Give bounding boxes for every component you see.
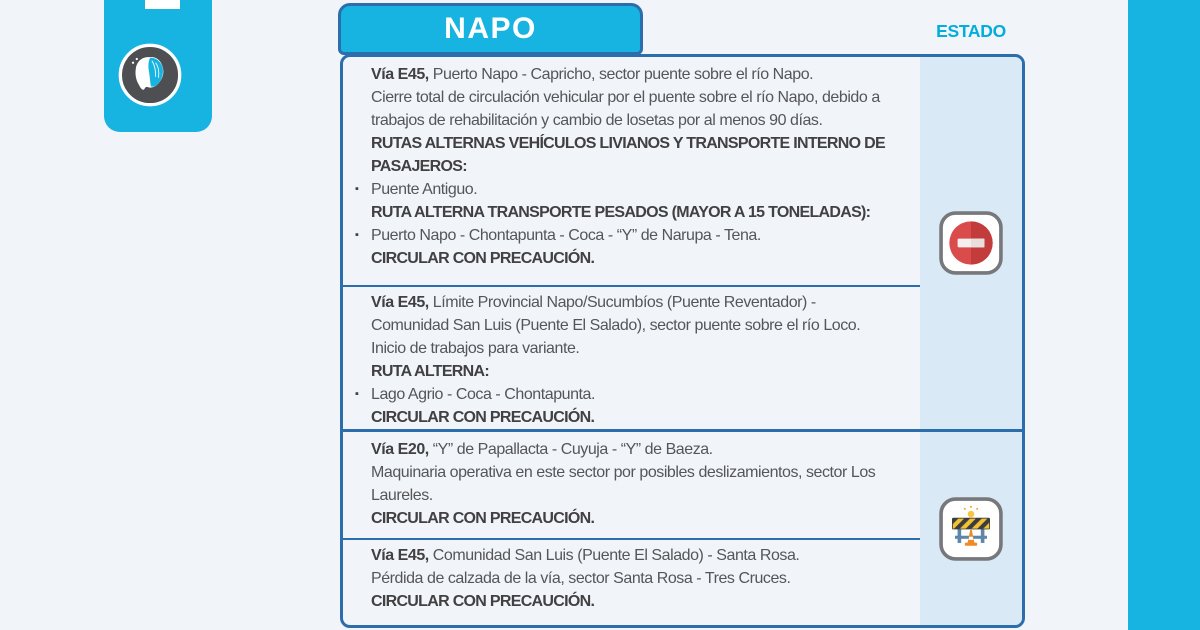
row-text-line: Inicio de trabajos para variante.	[371, 340, 580, 357]
row-text-line: Laureles.	[371, 487, 433, 504]
row-bullet-line: ▪ Puente Antiguo.	[371, 178, 912, 201]
road-status-row	[343, 57, 920, 285]
row-text-line	[371, 438, 912, 461]
row-emphasis-line: CIRCULAR CON PRECAUCIÓN.	[371, 593, 595, 610]
row-emphasis-line: RUTAS ALTERNAS VEHÍCULOS LIVIANOS Y TRANSPORTE INTERNO DE	[371, 135, 885, 152]
row-emphasis-line: PASAJEROS:	[371, 158, 467, 175]
road-description: Comunidad San Luis (Puente El Salado) - Santa Rosa.	[428, 547, 800, 564]
table-group	[343, 429, 1022, 625]
row-text-line	[371, 63, 912, 86]
construction-barrier-icon	[939, 497, 1003, 561]
table-group	[343, 57, 1022, 429]
brand-logo-fragment	[145, 0, 180, 9]
row-text-line	[371, 291, 912, 314]
road-status-row	[343, 285, 920, 429]
description-rows	[343, 432, 920, 625]
road-description: Límite Provincial Napo/Sucumbíos (Puente Reventador) -	[428, 294, 816, 311]
road-status-row	[343, 432, 920, 538]
row-text-line: trabajos de rehabilitación y cambio de losetas por al menos 90 días.	[371, 112, 823, 129]
right-cyan-band	[1128, 0, 1200, 630]
row-text-line: Cierre total de circulación vehicular por el puente sobre el río Napo, debido a	[371, 89, 880, 106]
road-status-table	[340, 54, 1025, 628]
row-text-line: Comunidad San Luis (Puente El Salado), sector puente sobre el río Loco.	[371, 317, 861, 334]
road-code-label: Vía E45,	[371, 294, 429, 311]
estado-column-header: ESTADO	[936, 21, 1006, 41]
status-cell	[920, 57, 1022, 429]
road-code-label: Vía E20,	[371, 441, 429, 458]
brand-card	[104, 0, 212, 132]
road-status-row	[343, 538, 920, 625]
province-tab	[338, 3, 643, 55]
row-bullet-line: ▪ Puerto Napo - Chontapunta - Coca - “Y” de Narupa - Tena.	[371, 224, 912, 247]
road-code-label: Vía E45,	[371, 547, 429, 564]
road-description: “Y” de Papallacta - Cuyuja - “Y” de Baeza.	[428, 441, 713, 458]
row-text-line: Maquinaria operativa en este sector por posibles deslizamientos, sector Los	[371, 464, 876, 481]
row-text-line: Pérdida de calzada de la vía, sector Santa Rosa - Tres Cruces.	[371, 570, 791, 587]
status-cell	[920, 432, 1022, 625]
road-code-label: Vía E45,	[371, 66, 429, 83]
province-tab-label: NAPO	[444, 12, 537, 45]
row-emphasis-line: CIRCULAR CON PRECAUCIÓN.	[371, 250, 595, 267]
row-emphasis-line: RUTA ALTERNA:	[371, 363, 489, 380]
row-emphasis-line: CIRCULAR CON PRECAUCIÓN.	[371, 409, 595, 426]
ecuador-map-logo	[117, 42, 183, 108]
road-description: Puerto Napo - Capricho, sector puente sobre el río Napo.	[428, 66, 814, 83]
no-entry-icon	[939, 211, 1003, 275]
row-text-line	[371, 544, 912, 567]
row-emphasis-line: RUTA ALTERNA TRANSPORTE PESADOS (MAYOR A 15 TONELADAS):	[371, 204, 871, 221]
row-bullet-line: ▪ Lago Agrio - Coca - Chontapunta.	[371, 383, 912, 406]
row-emphasis-line: CIRCULAR CON PRECAUCIÓN.	[371, 510, 595, 527]
description-rows	[343, 57, 920, 429]
